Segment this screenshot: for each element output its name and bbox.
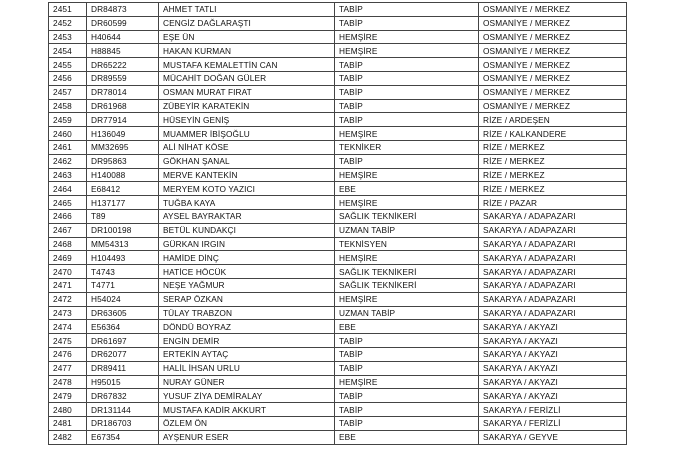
location-cell: SAKARYA / ADAPAZARI [479,209,627,223]
job-title-cell: EBE [335,182,479,196]
full-name-cell: AYŞENUR ESER [159,430,335,444]
registration-id-cell: DR63605 [87,306,159,320]
location-cell: SAKARYA / FERİZLİ [479,416,627,430]
location-cell: RİZE / ARDEŞEN [479,113,627,127]
job-title-cell: UZMAN TABİP [335,306,479,320]
registration-id-cell: DR89559 [87,71,159,85]
job-title-cell: TABİP [335,113,479,127]
job-title-cell: EBE [335,320,479,334]
registration-id-cell: DR131144 [87,403,159,417]
location-cell: RİZE / KALKANDERE [479,127,627,141]
registration-id-cell: H88845 [87,44,159,58]
row-number-cell: 2458 [49,99,87,113]
registration-id-cell: DR61697 [87,334,159,348]
full-name-cell: EŞE ÜN [159,30,335,44]
row-number-cell: 2474 [49,320,87,334]
location-cell: OSMANİYE / MERKEZ [479,16,627,30]
full-name-cell: CENGİZ DAĞLARAŞTI [159,16,335,30]
registration-id-cell: DR67832 [87,389,159,403]
full-name-cell: HAKAN KURMAN [159,44,335,58]
table-row [49,71,627,85]
location-cell: OSMANİYE / MERKEZ [479,71,627,85]
table-row [49,44,627,58]
location-cell: SAKARYA / AKYAZI [479,320,627,334]
row-number-cell: 2465 [49,196,87,210]
job-title-cell: TEKNİKER [335,140,479,154]
job-title-cell: TABİP [335,403,479,417]
location-cell: RİZE / MERKEZ [479,154,627,168]
job-title-cell: HEMŞİRE [335,127,479,141]
location-cell: SAKARYA / AKYAZI [479,334,627,348]
row-number-cell: 2455 [49,58,87,72]
registration-id-cell: H136049 [87,127,159,141]
row-number-cell: 2454 [49,44,87,58]
personnel-table-body [49,3,627,445]
row-number-cell: 2471 [49,278,87,292]
row-number-cell: 2468 [49,237,87,251]
job-title-cell: SAĞLIK TEKNİKERİ [335,209,479,223]
full-name-cell: HATİCE HÖCÜK [159,265,335,279]
row-number-cell: 2452 [49,16,87,30]
row-number-cell: 2478 [49,375,87,389]
row-number-cell: 2477 [49,361,87,375]
location-cell: SAKARYA / ADAPAZARI [479,251,627,265]
full-name-cell: ÖZLEM ÖN [159,416,335,430]
job-title-cell: HEMŞİRE [335,375,479,389]
location-cell: SAKARYA / AKYAZI [479,375,627,389]
location-cell: SAKARYA / ADAPAZARI [479,306,627,320]
job-title-cell: HEMŞİRE [335,292,479,306]
full-name-cell: AYSEL BAYRAKTAR [159,209,335,223]
table-row [49,182,627,196]
registration-id-cell: H140088 [87,168,159,182]
job-title-cell: TABİP [335,347,479,361]
registration-id-cell: H95015 [87,375,159,389]
full-name-cell: ENGİN DEMİR [159,334,335,348]
location-cell: SAKARYA / ADAPAZARI [479,223,627,237]
job-title-cell: TABİP [335,416,479,430]
registration-id-cell: DR84873 [87,3,159,17]
table-row [49,403,627,417]
row-number-cell: 2472 [49,292,87,306]
table-row [49,265,627,279]
table-row [49,306,627,320]
full-name-cell: ERTEKİN AYTAÇ [159,347,335,361]
table-row [49,127,627,141]
table-row [49,154,627,168]
full-name-cell: TUĞBA KAYA [159,196,335,210]
row-number-cell: 2475 [49,334,87,348]
job-title-cell: TABİP [335,3,479,17]
registration-id-cell: DR61968 [87,99,159,113]
row-number-cell: 2467 [49,223,87,237]
full-name-cell: AHMET TATLI [159,3,335,17]
table-row [49,196,627,210]
job-title-cell: TABİP [335,361,479,375]
full-name-cell: NURAY GÜNER [159,375,335,389]
job-title-cell: HEMŞİRE [335,251,479,265]
registration-id-cell: DR77914 [87,113,159,127]
row-number-cell: 2480 [49,403,87,417]
full-name-cell: HAMİDE DİNÇ [159,251,335,265]
full-name-cell: MUSTAFA KADİR AKKURT [159,403,335,417]
full-name-cell: DÖNDÜ BOYRAZ [159,320,335,334]
row-number-cell: 2479 [49,389,87,403]
job-title-cell: HEMŞİRE [335,30,479,44]
location-cell: RİZE / MERKEZ [479,168,627,182]
registration-id-cell: E68412 [87,182,159,196]
registration-id-cell: H54024 [87,292,159,306]
location-cell: RİZE / PAZAR [479,196,627,210]
registration-id-cell: H137177 [87,196,159,210]
location-cell: OSMANİYE / MERKEZ [479,99,627,113]
row-number-cell: 2453 [49,30,87,44]
registration-id-cell: DR62077 [87,347,159,361]
location-cell: SAKARYA / AKYAZI [479,347,627,361]
registration-id-cell: T4743 [87,265,159,279]
location-cell: OSMANİYE / MERKEZ [479,30,627,44]
table-row [49,140,627,154]
table-row [49,347,627,361]
full-name-cell: SERAP ÖZKAN [159,292,335,306]
table-row [49,361,627,375]
location-cell: OSMANİYE / MERKEZ [479,85,627,99]
job-title-cell: TEKNİSYEN [335,237,479,251]
table-row [49,375,627,389]
table-row [49,278,627,292]
full-name-cell: GÖKHAN ŞANAL [159,154,335,168]
registration-id-cell: MM32695 [87,140,159,154]
table-row [49,85,627,99]
table-row [49,113,627,127]
job-title-cell: TABİP [335,58,479,72]
table-row [49,99,627,113]
table-row [49,430,627,444]
table-row [49,416,627,430]
location-cell: SAKARYA / ADAPAZARI [479,292,627,306]
job-title-cell: TABİP [335,85,479,99]
location-cell: SAKARYA / FERİZLİ [479,403,627,417]
table-row [49,30,627,44]
registration-id-cell: T4771 [87,278,159,292]
full-name-cell: ZÜBEYİR KARATEKİN [159,99,335,113]
row-number-cell: 2457 [49,85,87,99]
row-number-cell: 2481 [49,416,87,430]
registration-id-cell: DR89411 [87,361,159,375]
registration-id-cell: DR78014 [87,85,159,99]
job-title-cell: TABİP [335,99,479,113]
full-name-cell: MERYEM KOTO YAZICI [159,182,335,196]
location-cell: SAKARYA / ADAPAZARI [479,237,627,251]
location-cell: RİZE / MERKEZ [479,182,627,196]
row-number-cell: 2466 [49,209,87,223]
table-row [49,334,627,348]
registration-id-cell: E56364 [87,320,159,334]
job-title-cell: TABİP [335,389,479,403]
location-cell: OSMANİYE / MERKEZ [479,58,627,72]
job-title-cell: HEMŞİRE [335,196,479,210]
job-title-cell: TABİP [335,154,479,168]
row-number-cell: 2459 [49,113,87,127]
job-title-cell: TABİP [335,334,479,348]
registration-id-cell: MM54313 [87,237,159,251]
personnel-table [48,2,627,445]
row-number-cell: 2456 [49,71,87,85]
job-title-cell: UZMAN TABİP [335,223,479,237]
full-name-cell: YUSUF ZİYA DEMİRALAY [159,389,335,403]
full-name-cell: NEŞE YAĞMUR [159,278,335,292]
row-number-cell: 2460 [49,127,87,141]
table-row [49,168,627,182]
registration-id-cell: E67354 [87,430,159,444]
location-cell: OSMANİYE / MERKEZ [479,44,627,58]
location-cell: RİZE / MERKEZ [479,140,627,154]
full-name-cell: HALİL İHSAN URLU [159,361,335,375]
table-row [49,389,627,403]
row-number-cell: 2476 [49,347,87,361]
row-number-cell: 2482 [49,430,87,444]
row-number-cell: 2464 [49,182,87,196]
location-cell: SAKARYA / GEYVE [479,430,627,444]
registration-id-cell: H40644 [87,30,159,44]
location-cell: SAKARYA / ADAPAZARI [479,278,627,292]
registration-id-cell: DR186703 [87,416,159,430]
table-row [49,292,627,306]
location-cell: SAKARYA / ADAPAZARI [479,265,627,279]
table-row [49,251,627,265]
row-number-cell: 2462 [49,154,87,168]
job-title-cell: EBE [335,430,479,444]
full-name-cell: ALİ NİHAT KÖSE [159,140,335,154]
job-title-cell: SAĞLIK TEKNİKERİ [335,265,479,279]
full-name-cell: BETÜL KUNDAKÇI [159,223,335,237]
table-row [49,3,627,17]
full-name-cell: HÜSEYİN GENİŞ [159,113,335,127]
row-number-cell: 2463 [49,168,87,182]
table-row [49,16,627,30]
registration-id-cell: T89 [87,209,159,223]
job-title-cell: HEMŞİRE [335,168,479,182]
row-number-cell: 2451 [49,3,87,17]
full-name-cell: MUSTAFA KEMALETTİN CAN [159,58,335,72]
registration-id-cell: DR65222 [87,58,159,72]
full-name-cell: MÜCAHİT DOĞAN GÜLER [159,71,335,85]
row-number-cell: 2469 [49,251,87,265]
job-title-cell: TABİP [335,16,479,30]
table-row [49,223,627,237]
table-row [49,209,627,223]
full-name-cell: GÜRKAN IRGIN [159,237,335,251]
job-title-cell: HEMŞİRE [335,44,479,58]
job-title-cell: TABİP [335,71,479,85]
full-name-cell: MUAMMER İBİŞOĞLU [159,127,335,141]
full-name-cell: OSMAN MURAT FIRAT [159,85,335,99]
registration-id-cell: DR95863 [87,154,159,168]
job-title-cell: SAĞLIK TEKNİKERİ [335,278,479,292]
full-name-cell: TÜLAY TRABZON [159,306,335,320]
row-number-cell: 2470 [49,265,87,279]
table-row [49,58,627,72]
registration-id-cell: DR60599 [87,16,159,30]
location-cell: SAKARYA / AKYAZI [479,389,627,403]
row-number-cell: 2473 [49,306,87,320]
registration-id-cell: DR100198 [87,223,159,237]
location-cell: SAKARYA / AKYAZI [479,361,627,375]
table-row [49,320,627,334]
full-name-cell: MERVE KANTEKİN [159,168,335,182]
registration-id-cell: H104493 [87,251,159,265]
row-number-cell: 2461 [49,140,87,154]
location-cell: OSMANİYE / MERKEZ [479,3,627,17]
table-row [49,237,627,251]
